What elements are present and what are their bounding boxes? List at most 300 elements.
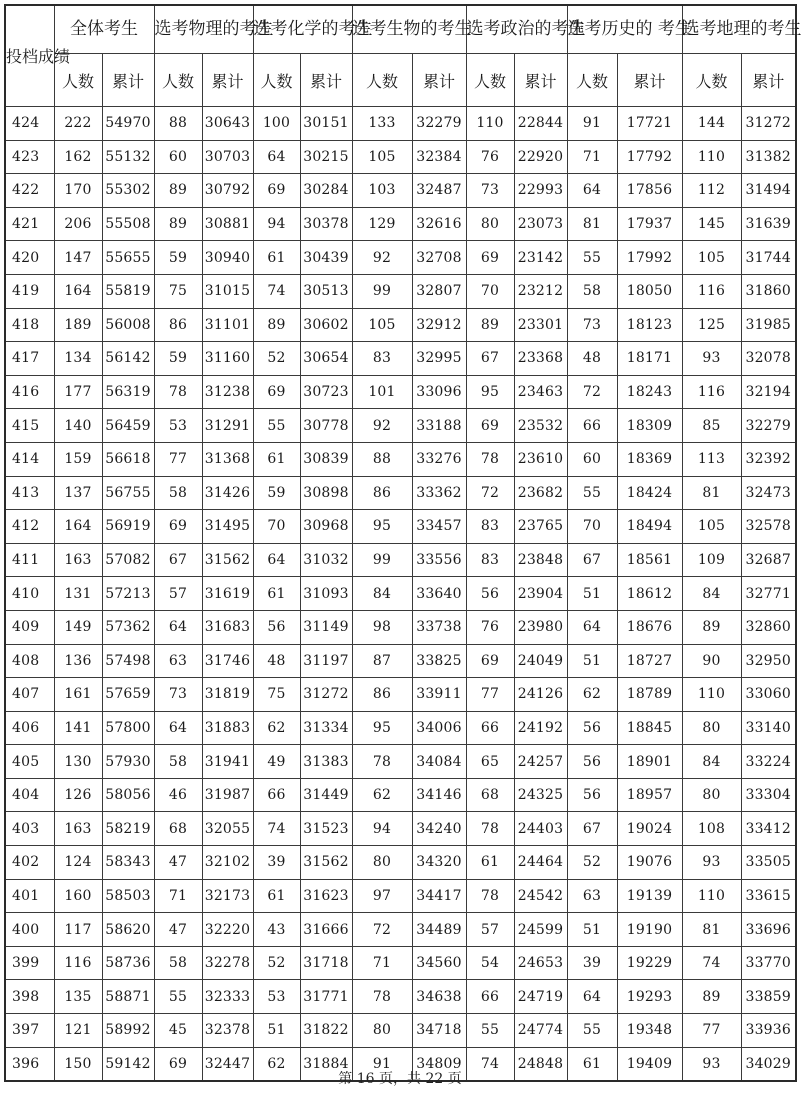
cumulative-cell: 22920 [514,140,567,174]
count-cell: 86 [352,678,412,712]
count-cell: 73 [154,678,202,712]
cumulative-cell: 31819 [202,678,253,712]
cumulative-cell: 30151 [300,107,352,141]
score-cell: 422 [5,174,54,208]
cumulative-cell: 34560 [412,946,466,980]
cumulative-cell: 24599 [514,913,567,947]
count-cell: 141 [54,711,102,745]
count-cell: 78 [466,442,514,476]
score-cell: 406 [5,711,54,745]
count-header: 人数 [352,54,412,107]
cumulative-cell: 33696 [741,913,796,947]
cumulative-cell: 31985 [741,308,796,342]
count-cell: 47 [154,913,202,947]
cumulative-cell: 31368 [202,442,253,476]
cumulative-cell: 23980 [514,610,567,644]
count-cell: 53 [154,409,202,443]
cumulative-cell: 23368 [514,342,567,376]
score-cell: 410 [5,577,54,611]
group-header-row [5,5,796,54]
count-cell: 68 [154,812,202,846]
count-cell: 105 [352,140,412,174]
score-cell: 407 [5,678,54,712]
count-cell: 177 [54,375,102,409]
count-cell: 64 [567,174,617,208]
table-row [5,409,796,443]
cumulative-cell: 31941 [202,745,253,779]
cumulative-cell: 58056 [102,778,154,812]
count-cell: 81 [682,476,741,510]
count-cell: 67 [154,543,202,577]
count-cell: 110 [682,140,741,174]
count-cell: 64 [567,610,617,644]
count-cell: 55 [154,980,202,1014]
cumulative-cell: 31683 [202,610,253,644]
cumulative-cell: 34006 [412,711,466,745]
table-row [5,644,796,678]
cumulative-cell: 17856 [617,174,682,208]
cumulative-cell: 32473 [741,476,796,510]
cumulative-cell: 18561 [617,543,682,577]
count-cell: 93 [682,342,741,376]
count-cell: 80 [682,711,741,745]
cumulative-cell: 31149 [300,610,352,644]
count-cell: 81 [682,913,741,947]
cumulative-cell: 17792 [617,140,682,174]
table-row [5,274,796,308]
count-cell: 88 [154,107,202,141]
cumulative-cell: 31291 [202,409,253,443]
count-cell: 67 [567,543,617,577]
table-row [5,711,796,745]
cumulative-cell: 30703 [202,140,253,174]
cumulative-cell: 17721 [617,107,682,141]
count-cell: 92 [352,241,412,275]
count-cell: 206 [54,207,102,241]
cumulative-cell: 31101 [202,308,253,342]
count-cell: 66 [466,980,514,1014]
cumulative-cell: 30940 [202,241,253,275]
count-cell: 64 [253,543,300,577]
table-row [5,107,796,141]
cumulative-cell: 31093 [300,577,352,611]
cumulative-cell: 19076 [617,846,682,880]
count-cell: 81 [567,207,617,241]
cumulative-cell: 57800 [102,711,154,745]
cumulative-cell: 58503 [102,879,154,913]
count-cell: 57 [154,577,202,611]
count-cell: 87 [352,644,412,678]
count-cell: 95 [352,510,412,544]
cumulative-cell: 33140 [741,711,796,745]
cumulative-cell: 33457 [412,510,466,544]
count-cell: 150 [54,1047,102,1081]
count-cell: 68 [466,778,514,812]
cumulative-cell: 23765 [514,510,567,544]
count-cell: 84 [682,577,741,611]
cumulative-cell: 57659 [102,678,154,712]
count-cell: 62 [253,1047,300,1081]
cumulative-cell: 31746 [202,644,253,678]
cumulative-cell: 30378 [300,207,352,241]
cumulative-header: 累计 [412,54,466,107]
cumulative-cell: 31771 [300,980,352,1014]
score-cell: 416 [5,375,54,409]
table-row [5,980,796,1014]
count-cell: 86 [154,308,202,342]
count-cell: 112 [682,174,741,208]
count-cell: 124 [54,846,102,880]
cumulative-cell: 32487 [412,174,466,208]
score-cell: 409 [5,610,54,644]
cumulative-cell: 55302 [102,174,154,208]
cumulative-cell: 31884 [300,1047,352,1081]
count-cell: 93 [682,846,741,880]
count-cell: 75 [253,678,300,712]
cumulative-cell: 30723 [300,375,352,409]
cumulative-cell: 32102 [202,846,253,880]
table-row [5,678,796,712]
count-cell: 55 [567,241,617,275]
cumulative-cell: 33188 [412,409,466,443]
cumulative-header: 累计 [741,54,796,107]
count-cell: 89 [682,610,741,644]
cumulative-cell: 23904 [514,577,567,611]
count-cell: 133 [352,107,412,141]
count-cell: 61 [253,879,300,913]
cumulative-cell: 19293 [617,980,682,1014]
cumulative-cell: 24774 [514,1014,567,1048]
table-row [5,375,796,409]
count-cell: 163 [54,543,102,577]
count-cell: 101 [352,375,412,409]
cumulative-cell: 30643 [202,107,253,141]
cumulative-cell: 31883 [202,711,253,745]
cumulative-cell: 18369 [617,442,682,476]
cumulative-header: 累计 [617,54,682,107]
count-cell: 70 [567,510,617,544]
count-cell: 88 [352,442,412,476]
cumulative-cell: 30602 [300,308,352,342]
count-cell: 130 [54,745,102,779]
count-cell: 54 [466,946,514,980]
count-cell: 72 [466,476,514,510]
cumulative-cell: 30839 [300,442,352,476]
count-cell: 78 [352,745,412,779]
count-cell: 89 [154,174,202,208]
score-cell: 396 [5,1047,54,1081]
cumulative-cell: 33936 [741,1014,796,1048]
count-cell: 83 [466,510,514,544]
cumulative-cell: 18901 [617,745,682,779]
table-row [5,476,796,510]
count-cell: 161 [54,678,102,712]
count-cell: 95 [466,375,514,409]
count-cell: 39 [253,846,300,880]
cumulative-cell: 33412 [741,812,796,846]
count-cell: 189 [54,308,102,342]
score-cell: 414 [5,442,54,476]
count-cell: 62 [253,711,300,745]
table-row [5,812,796,846]
cumulative-cell: 34240 [412,812,466,846]
cumulative-cell: 30654 [300,342,352,376]
cumulative-cell: 56618 [102,442,154,476]
count-cell: 47 [154,846,202,880]
cumulative-cell: 33304 [741,778,796,812]
table-row [5,543,796,577]
cumulative-cell: 24126 [514,678,567,712]
cumulative-cell: 24464 [514,846,567,880]
count-cell: 116 [54,946,102,980]
count-cell: 71 [352,946,412,980]
count-cell: 58 [154,476,202,510]
cumulative-cell: 31718 [300,946,352,980]
count-cell: 78 [466,812,514,846]
count-cell: 91 [567,107,617,141]
cumulative-cell: 24192 [514,711,567,745]
cumulative-cell: 24848 [514,1047,567,1081]
table-row [5,946,796,980]
count-cell: 69 [253,375,300,409]
count-cell: 78 [154,375,202,409]
count-cell: 51 [253,1014,300,1048]
count-header: 人数 [466,54,514,107]
count-cell: 61 [253,241,300,275]
count-cell: 73 [567,308,617,342]
count-cell: 90 [682,644,741,678]
count-cell: 66 [466,711,514,745]
cumulative-cell: 17992 [617,241,682,275]
cumulative-cell: 18171 [617,342,682,376]
cumulative-cell: 23301 [514,308,567,342]
cumulative-cell: 34718 [412,1014,466,1048]
count-cell: 52 [567,846,617,880]
count-cell: 61 [253,442,300,476]
cumulative-cell: 23142 [514,241,567,275]
count-cell: 144 [682,107,741,141]
score-cell: 420 [5,241,54,275]
score-cell: 412 [5,510,54,544]
group-header: 选考政治的考生 [466,5,567,54]
cumulative-cell: 31160 [202,342,253,376]
cumulative-cell: 18676 [617,610,682,644]
score-cell: 418 [5,308,54,342]
cumulative-cell: 33640 [412,577,466,611]
count-cell: 56 [466,577,514,611]
count-cell: 76 [466,140,514,174]
cumulative-cell: 18845 [617,711,682,745]
count-cell: 59 [154,342,202,376]
table-row [5,174,796,208]
cumulative-cell: 22993 [514,174,567,208]
count-cell: 77 [466,678,514,712]
cumulative-cell: 31015 [202,274,253,308]
cumulative-cell: 32278 [202,946,253,980]
count-cell: 83 [352,342,412,376]
cumulative-cell: 31562 [300,846,352,880]
count-cell: 67 [466,342,514,376]
count-cell: 58 [154,745,202,779]
cumulative-cell: 24403 [514,812,567,846]
table-row [5,342,796,376]
score-cell: 421 [5,207,54,241]
count-cell: 65 [466,745,514,779]
count-cell: 60 [567,442,617,476]
score-cell: 413 [5,476,54,510]
count-cell: 94 [352,812,412,846]
count-cell: 66 [567,409,617,443]
score-cell: 411 [5,543,54,577]
count-cell: 70 [466,274,514,308]
cumulative-cell: 34320 [412,846,466,880]
count-cell: 80 [682,778,741,812]
cumulative-cell: 31449 [300,778,352,812]
count-cell: 69 [253,174,300,208]
cumulative-cell: 31666 [300,913,352,947]
count-header: 人数 [253,54,300,107]
cumulative-cell: 17937 [617,207,682,241]
cumulative-cell: 24653 [514,946,567,980]
count-cell: 69 [154,1047,202,1081]
count-cell: 64 [154,610,202,644]
cumulative-cell: 34084 [412,745,466,779]
count-cell: 52 [253,342,300,376]
count-cell: 67 [567,812,617,846]
count-cell: 149 [54,610,102,644]
cumulative-cell: 31334 [300,711,352,745]
cumulative-cell: 23532 [514,409,567,443]
cumulative-cell: 24542 [514,879,567,913]
score-cell: 419 [5,274,54,308]
cumulative-cell: 55508 [102,207,154,241]
cumulative-cell: 57498 [102,644,154,678]
cumulative-cell: 34489 [412,913,466,947]
cumulative-cell: 32279 [741,409,796,443]
count-cell: 103 [352,174,412,208]
cumulative-cell: 30513 [300,274,352,308]
count-cell: 105 [352,308,412,342]
cumulative-cell: 34029 [741,1047,796,1081]
cumulative-cell: 56319 [102,375,154,409]
count-cell: 55 [466,1014,514,1048]
cumulative-cell: 58343 [102,846,154,880]
cumulative-cell: 58871 [102,980,154,1014]
count-cell: 162 [54,140,102,174]
cumulative-cell: 33770 [741,946,796,980]
cumulative-cell: 32447 [202,1047,253,1081]
cumulative-cell: 33224 [741,745,796,779]
table-row [5,879,796,913]
cumulative-cell: 30284 [300,174,352,208]
count-cell: 62 [352,778,412,812]
group-header: 选考地理的考生 [682,5,796,54]
count-cell: 222 [54,107,102,141]
cumulative-cell: 32578 [741,510,796,544]
count-cell: 66 [253,778,300,812]
count-cell: 170 [54,174,102,208]
cumulative-cell: 23212 [514,274,567,308]
table-row [5,577,796,611]
cumulative-cell: 32807 [412,274,466,308]
cumulative-cell: 33738 [412,610,466,644]
count-cell: 70 [253,510,300,544]
count-cell: 97 [352,879,412,913]
cumulative-cell: 31744 [741,241,796,275]
count-cell: 164 [54,274,102,308]
cumulative-cell: 57213 [102,577,154,611]
table-row [5,913,796,947]
table-row [5,308,796,342]
cumulative-cell: 23073 [514,207,567,241]
score-column-header: 投档成绩 [5,5,54,107]
cumulative-cell: 31562 [202,543,253,577]
count-cell: 80 [352,846,412,880]
cumulative-cell: 31494 [741,174,796,208]
count-cell: 110 [682,879,741,913]
count-cell: 72 [352,913,412,947]
cumulative-cell: 32687 [741,543,796,577]
score-cell: 398 [5,980,54,1014]
count-cell: 76 [466,610,514,644]
count-cell: 52 [253,946,300,980]
cumulative-cell: 32912 [412,308,466,342]
group-header: 选考物理的考生 [154,5,253,54]
count-cell: 71 [154,879,202,913]
table-row [5,241,796,275]
count-cell: 105 [682,241,741,275]
cumulative-cell: 30792 [202,174,253,208]
score-cell: 404 [5,778,54,812]
count-cell: 98 [352,610,412,644]
cumulative-cell: 31987 [202,778,253,812]
cumulative-cell: 30968 [300,510,352,544]
count-cell: 56 [253,610,300,644]
count-cell: 129 [352,207,412,241]
cumulative-cell: 31619 [202,577,253,611]
cumulative-cell: 33859 [741,980,796,1014]
cumulative-cell: 31523 [300,812,352,846]
cumulative-cell: 33556 [412,543,466,577]
count-cell: 126 [54,778,102,812]
cumulative-cell: 56142 [102,342,154,376]
cumulative-cell: 24325 [514,778,567,812]
cumulative-cell: 31238 [202,375,253,409]
score-cell: 405 [5,745,54,779]
cumulative-cell: 19229 [617,946,682,980]
table-row [5,745,796,779]
count-cell: 71 [567,140,617,174]
count-cell: 95 [352,711,412,745]
cumulative-cell: 32055 [202,812,253,846]
cumulative-cell: 24719 [514,980,567,1014]
count-cell: 117 [54,913,102,947]
score-cell: 423 [5,140,54,174]
count-cell: 59 [253,476,300,510]
count-cell: 160 [54,879,102,913]
table-row [5,1014,796,1048]
score-cell: 400 [5,913,54,947]
count-cell: 89 [682,980,741,1014]
count-cell: 140 [54,409,102,443]
count-cell: 75 [154,274,202,308]
cumulative-cell: 57930 [102,745,154,779]
count-header: 人数 [567,54,617,107]
cumulative-cell: 18123 [617,308,682,342]
cumulative-cell: 33362 [412,476,466,510]
count-cell: 74 [682,946,741,980]
table-row [5,442,796,476]
